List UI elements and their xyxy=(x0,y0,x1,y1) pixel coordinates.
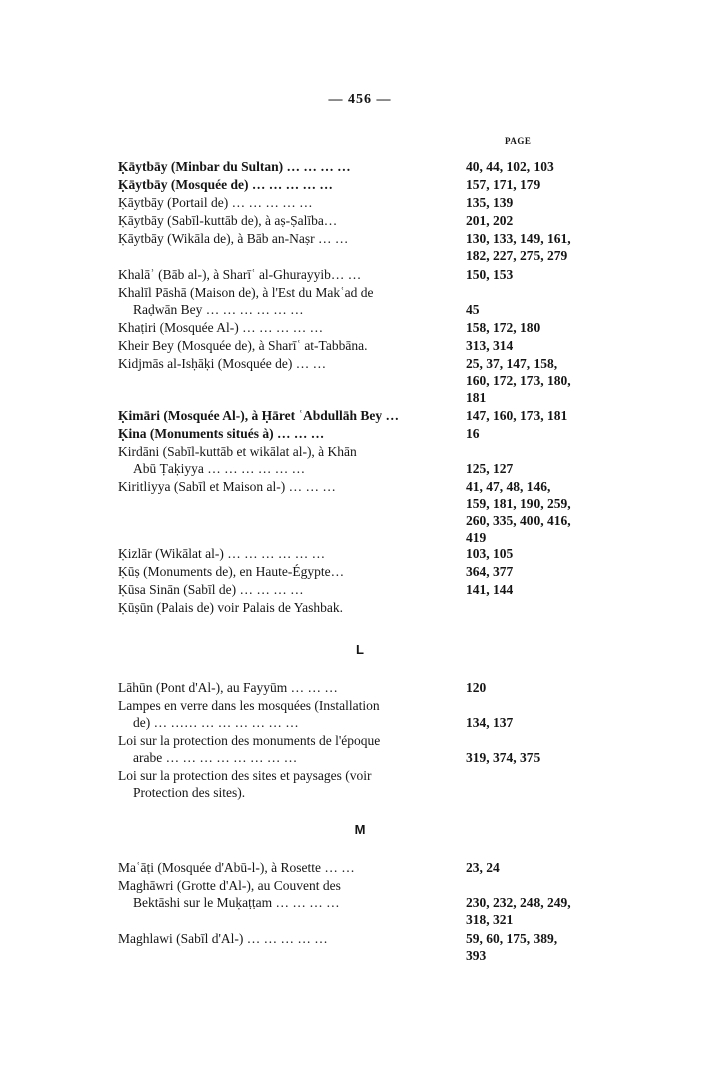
index-entry xyxy=(118,212,618,229)
entry-pages: 313, 314 xyxy=(466,338,514,353)
index-entry xyxy=(118,443,618,477)
entry-continuation: Abū Ṭaḳiyya … … … … … … xyxy=(133,461,306,476)
index-entry xyxy=(118,545,618,562)
entry-text: Khalāʾ (Bāb al-), à Sharīʿ al-Ghurayyib… … xyxy=(118,267,362,282)
index-entry xyxy=(118,284,618,318)
entry-pages: 23, 24 xyxy=(466,860,500,875)
index-entry xyxy=(118,599,618,616)
index-entry xyxy=(118,859,618,876)
entry-pages: 16 xyxy=(466,426,480,441)
entry-text: Maʿāṭi (Mosquée d'Abū-l-), à Rosette … … xyxy=(118,860,355,875)
entry-pages: 157, 171, 179 xyxy=(466,177,541,192)
entry-text: Ḳūṣ (Monuments de), en Haute-Égypte… xyxy=(118,564,345,579)
entry-text: Ḳimāri (Mosquée Al-), à Ḥāret ʿAbdullāh Bey … xyxy=(118,408,399,423)
entry-text: Ḳizlār (Wikālat al-) … … … … … … xyxy=(118,546,326,561)
entry-pages: 230, 232, 248, 249, 318, 321 xyxy=(466,895,571,927)
entry-pages: 141, 144 xyxy=(466,582,514,597)
index-entry xyxy=(118,425,618,442)
entry-text: Ḳūṣūn (Palais de) voir Palais de Yashbak. xyxy=(118,600,343,615)
entry-pages: 40, 44, 102, 103 xyxy=(466,159,554,174)
entry-text: Ḳūsa Sinān (Sabīl de) … … … … xyxy=(118,582,304,597)
entry-pages: 201, 202 xyxy=(466,213,514,228)
index-entry xyxy=(118,194,618,211)
entry-text: Maghāwri (Grotte d'Al-), au Couvent des xyxy=(118,878,341,893)
entry-text: Lampes en verre dans les mosquées (Installation xyxy=(118,698,380,713)
entry-text: Khalīl Pāshā (Maison de), à l'Est du Makʿad de xyxy=(118,285,374,300)
index-entry xyxy=(118,930,618,963)
entry-pages: 25, 37, 147, 158, 160, 172, 173, 180, 181 xyxy=(466,356,571,405)
index-entry xyxy=(118,563,618,580)
entry-pages: 134, 137 xyxy=(466,715,514,730)
entry-text: Loi sur la protection des sites et paysages (voir xyxy=(118,768,372,783)
entry-pages: 103, 105 xyxy=(466,546,514,561)
index-entry xyxy=(118,581,618,598)
entry-continuation: de) … …… … … … … … … xyxy=(133,715,299,730)
entry-continuation: Bektāshi sur le Muḳaṭṭam … … … … xyxy=(133,895,340,910)
entry-pages: 125, 127 xyxy=(466,461,514,476)
entry-text: Ḳāytbāy (Wikāla de), à Bāb an-Naṣr … … xyxy=(118,231,349,246)
entry-pages: 59, 60, 175, 389, 393 xyxy=(466,931,558,963)
index-entry xyxy=(118,266,618,283)
entry-text: Khaṭiri (Mosquée Al-) … … … … … xyxy=(118,320,324,335)
section-letter-m: M xyxy=(354,822,366,837)
entry-text: Lāhūn (Pont d'Al-), au Fayyūm … … … xyxy=(118,680,338,695)
entry-pages: 135, 139 xyxy=(466,195,514,210)
index-entry xyxy=(118,697,618,731)
entry-pages: 120 xyxy=(466,680,487,695)
index-entry xyxy=(118,767,618,801)
section-letter-l: L xyxy=(356,642,364,657)
index-entry xyxy=(118,679,618,696)
index-entry xyxy=(118,877,618,927)
entry-text: Ḳina (Monuments situés à) … … … xyxy=(118,426,325,441)
index-entry xyxy=(118,407,618,424)
index-entry xyxy=(118,478,618,545)
index-entry xyxy=(118,732,618,766)
entry-pages: 130, 133, 149, 161, 182, 227, 275, 279 xyxy=(466,231,571,263)
entry-pages: 150, 153 xyxy=(466,267,514,282)
entry-pages: 45 xyxy=(466,302,480,317)
entry-pages: 158, 172, 180 xyxy=(466,320,541,335)
entry-text: Kiritliyya (Sabīl et Maison al-) … … … xyxy=(118,479,336,494)
index-entry xyxy=(118,355,618,405)
entry-continuation: Protection des sites). xyxy=(133,785,246,800)
index-entry xyxy=(118,158,618,175)
index-entry xyxy=(118,176,618,193)
page-number: — 456 — xyxy=(328,92,392,107)
entry-continuation: Raḍwān Bey … … … … … … xyxy=(133,302,304,317)
entry-text: Kidjmās al-Isḥāḳi (Mosquée de) … … xyxy=(118,356,327,371)
entry-text: Loi sur la protection des monuments de l'époque xyxy=(118,733,381,748)
entry-text: Ḳāytbāy (Sabīl-kuttāb de), à aṣ-Ṣalība… xyxy=(118,213,338,228)
entry-pages: 319, 374, 375 xyxy=(466,750,541,765)
index-entry xyxy=(118,230,618,263)
index-entry xyxy=(118,337,618,354)
index-entry xyxy=(118,319,618,336)
entry-pages: 41, 47, 48, 146, 159, 181, 190, 259, 260, 335, 400, 416, 419 xyxy=(466,479,571,545)
entry-pages: 147, 160, 173, 181 xyxy=(466,408,568,423)
entry-text: Kirdāni (Sabīl-kuttāb et wikālat al-), à Khān xyxy=(118,444,357,459)
entry-text: Maghlawi (Sabīl d'Al-) … … … … … xyxy=(118,931,328,946)
entry-text: Kheir Bey (Mosquée de), à Sharīʿ at-Tabbāna. xyxy=(118,338,368,353)
page-column-header: PAGE xyxy=(505,136,532,146)
entry-text: Ḳāytbāy (Portail de) … … … … … xyxy=(118,195,313,210)
entry-pages: 364, 377 xyxy=(466,564,514,579)
entry-text: Ḳāytbāy (Minbar du Sultan) … … … … xyxy=(118,159,351,174)
entry-text: Ḳāytbāy (Mosquée de) … … … … … xyxy=(118,177,333,192)
entry-continuation: arabe … … … … … … … … xyxy=(133,750,298,765)
